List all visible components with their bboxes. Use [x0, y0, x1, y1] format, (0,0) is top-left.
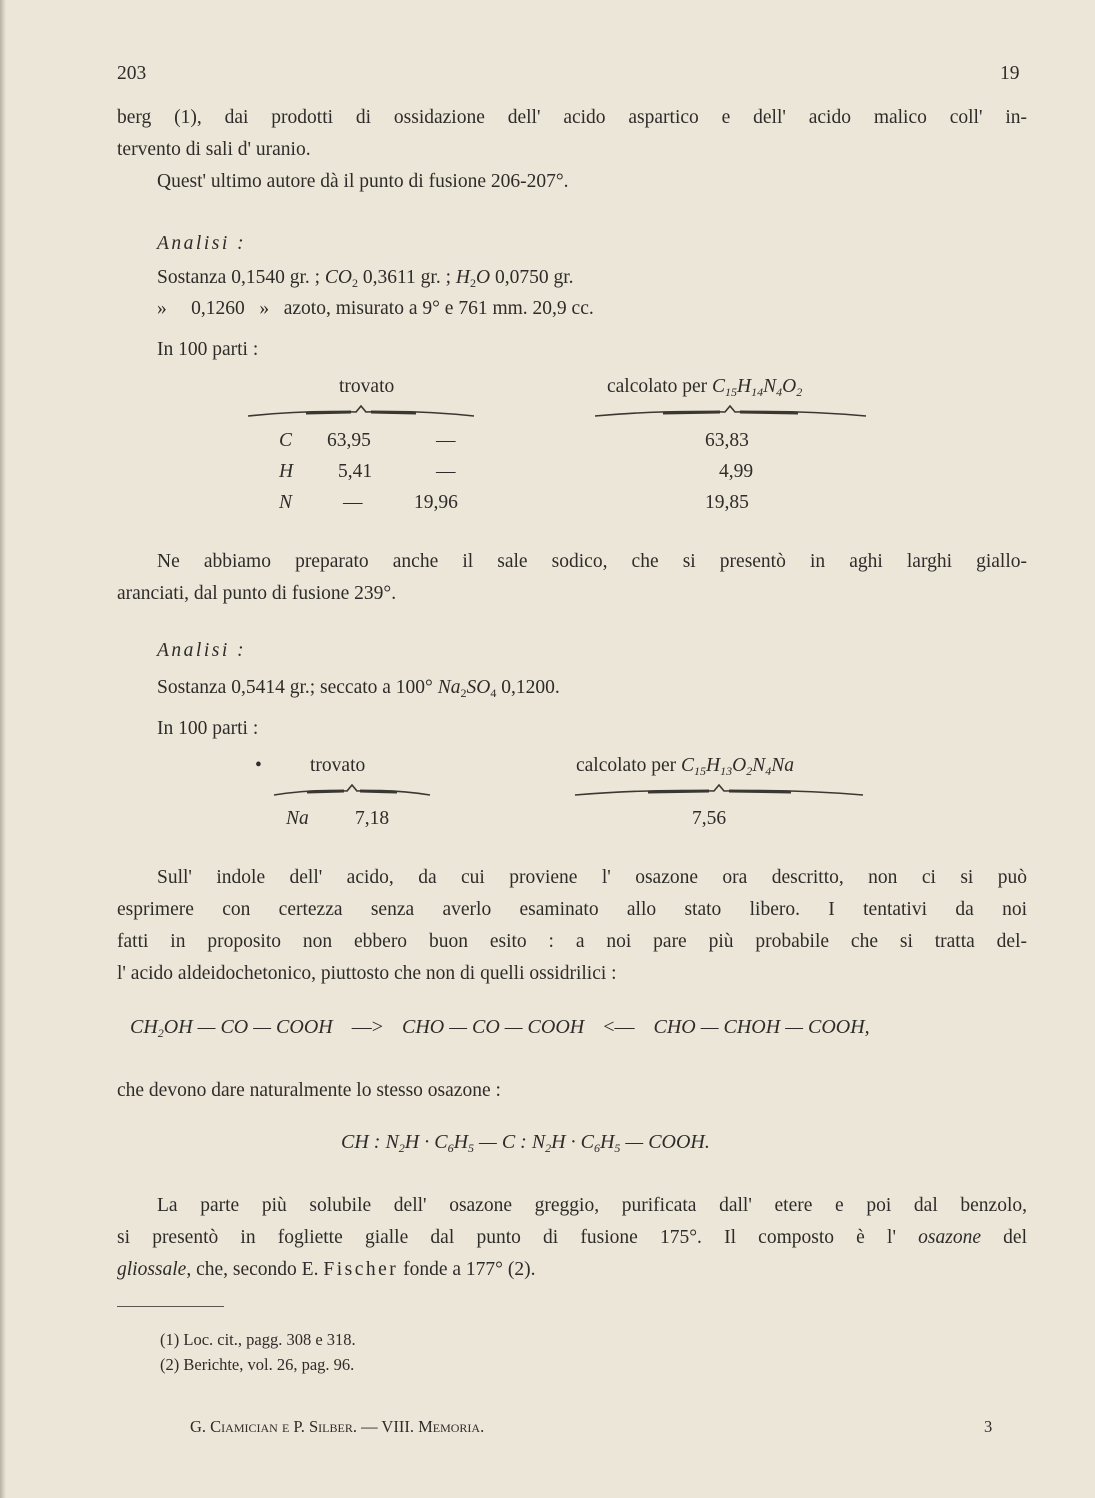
- analisi-1-heading: Analisi :: [157, 233, 247, 254]
- table-1-header-calc: [607, 376, 802, 400]
- na2so4-so: SO: [466, 677, 491, 698]
- equation: $CH_2OH$ — CO — COOH —> CHO — CO — COOH <— CHO — CHOH — COOH,: [130, 1016, 870, 1040]
- na2so4-na: Na: [437, 677, 461, 698]
- arrow-left-icon: <—: [603, 1016, 635, 1038]
- analisi-2-sample: Sostanza 0,5414 gr.; seccato a 100°: [157, 677, 438, 698]
- paragraph-3-line-2: aranciati, dal punto di fusione 239°.: [117, 583, 397, 604]
- table-1-row-1-dash: —: [436, 430, 456, 451]
- paragraph-4-line-2: esprimere con certezza senza averlo esaminato allo stato libero. I tentativi da noi: [117, 899, 1027, 920]
- table-2-header-calc: [576, 755, 794, 779]
- footer-page-number: 3: [984, 1417, 993, 1436]
- co2-subscript: 2: [352, 276, 358, 290]
- table-1-row-2-element: H: [279, 461, 294, 482]
- footnote-divider: [117, 1306, 224, 1307]
- paragraph-1-line-2: tervento di sali d' uranio.: [117, 139, 311, 160]
- page-edge-shadow: [0, 0, 6, 1498]
- analisi-2-line-1: [157, 672, 560, 709]
- paragraph-3: [117, 546, 1027, 610]
- table-2-header-found: trovato: [310, 755, 366, 776]
- paragraph-1-line-1: berg (1), dai prodotti di ossidazione dell' acido aspartico e dell' acido malico coll' in-: [117, 107, 1027, 128]
- table-1-row-2-calc: 4,99: [719, 461, 754, 482]
- table-2-bullet: •: [255, 755, 262, 776]
- h2o-formula-o: O: [475, 267, 491, 288]
- table-1-brace-found: [246, 404, 476, 420]
- table-2-calc-formula: $C_{15}H_{13}O_2N_4Na$: [681, 755, 795, 778]
- table-1-calc-formula: $C_{15}H_{14}N_4O_2$: [712, 376, 803, 399]
- paragraph-4: [117, 862, 1027, 990]
- equation-left: CH: [130, 1016, 158, 1038]
- analisi-1-line-2: » 0,1260 » azoto, misurato a 9° e 761 mm. 20,9 cc.: [157, 298, 594, 319]
- paragraph-1: [117, 102, 1027, 166]
- table-2-row-element: Na: [286, 808, 309, 829]
- table-1-row-2-found: 5,41: [338, 461, 373, 482]
- footer-citation: G. Ciamician e P. Silber. — VIII. Memoria.: [190, 1417, 485, 1436]
- table-2-row-found: 7,18: [355, 808, 390, 829]
- paragraph-6-line-2: si presentò in fogliette gialle dal punto di fusione 175°. Il composto è l' osazone del: [117, 1227, 1027, 1248]
- paragraph-4-line-4: l' acido aldeidochetonico, piuttosto che non di quelli ossidrilici :: [117, 963, 617, 984]
- analisi-1-line-3: In 100 parti :: [157, 339, 259, 360]
- header-page-number-left: 203: [117, 63, 147, 84]
- table-1-row-1-element: C: [279, 430, 293, 451]
- na2so4-sub-4: 4: [490, 686, 497, 700]
- paragraph-4-line-3: fatti in proposito non ebbero buon esito : a noi pare più probabile che si tratta del-: [117, 931, 1027, 952]
- table-1-row-2-dash: —: [436, 461, 456, 482]
- table-1-row-3-calc: 19,85: [705, 492, 749, 513]
- paragraph-6: [117, 1190, 1027, 1286]
- paragraph-5: che devono dare naturalmente lo stesso osazone :: [117, 1080, 501, 1101]
- table-1-row-1-found: 63,95: [327, 430, 371, 451]
- analisi-1-sample: Sostanza 0,1540 gr. ;: [157, 267, 325, 288]
- co2-formula: CO: [324, 267, 352, 288]
- table-1-row-1-calc: 63,83: [705, 430, 749, 451]
- table-2-row-calc: 7,56: [692, 808, 727, 829]
- table-1-header-found: trovato: [339, 376, 395, 397]
- analisi-2-heading: Analisi :: [157, 640, 247, 661]
- table-1-row-3-found: 19,96: [414, 492, 458, 513]
- table-1-calc-label: calcolato per: [607, 376, 708, 397]
- footnote-1: (1) Loc. cit., pagg. 308 e 318.: [160, 1330, 356, 1349]
- header-page-number-right: 19: [1000, 63, 1020, 84]
- footnote-2: (2) Berichte, vol. 26, pag. 96.: [160, 1355, 355, 1374]
- table-1-brace-calc: [593, 404, 868, 420]
- paragraph-6-line-3: gliossale, che, secondo E. Fischer fonde a 177° (2).: [117, 1259, 536, 1280]
- paragraph-3-line-1: Ne abbiamo preparato anche il sale sodico, che si presentò in aghi larghi giallo-: [157, 551, 1027, 572]
- table-2-calc-label: calcolato per: [576, 755, 677, 776]
- table-1-row-3-dash: —: [343, 492, 363, 513]
- equation-middle: CHO — CO — COOH: [401, 1016, 585, 1038]
- co2-value: 0,3611 gr. ;: [358, 267, 456, 288]
- h2o-formula-h: H: [455, 267, 470, 288]
- na2so4-value: 0,1200.: [496, 677, 560, 698]
- paragraph-2: Quest' ultimo autore dà il punto di fusione 206-207°.: [157, 171, 569, 192]
- table-2-brace-found: [272, 783, 432, 799]
- table-1-row-3-element: N: [279, 492, 293, 513]
- paragraph-4-line-1: Sull' indole dell' acido, da cui proviene l' osazone ora descritto, non ci si può: [157, 867, 1027, 888]
- equation-right: CHO — CHOH — COOH,: [653, 1016, 870, 1038]
- arrow-right-icon: —>: [351, 1016, 383, 1038]
- h2o-value: 0,0750 gr.: [490, 267, 574, 288]
- analisi-2-line-2: In 100 parti :: [157, 718, 259, 739]
- osazone-formula: CH : $N_2H \cdot C_6H_5$ — C : $N_2H \cdot C_6H_5$ — COOH.: [341, 1131, 710, 1155]
- paragraph-6-line-1: La parte più solubile dell' osazone greggio, purificata dall' etere e poi dal benzolo,: [157, 1195, 1027, 1216]
- table-2-brace-calc: [573, 783, 865, 799]
- h2o-subscript: 2: [469, 276, 476, 290]
- na2so4-sub-2: 2: [460, 686, 467, 700]
